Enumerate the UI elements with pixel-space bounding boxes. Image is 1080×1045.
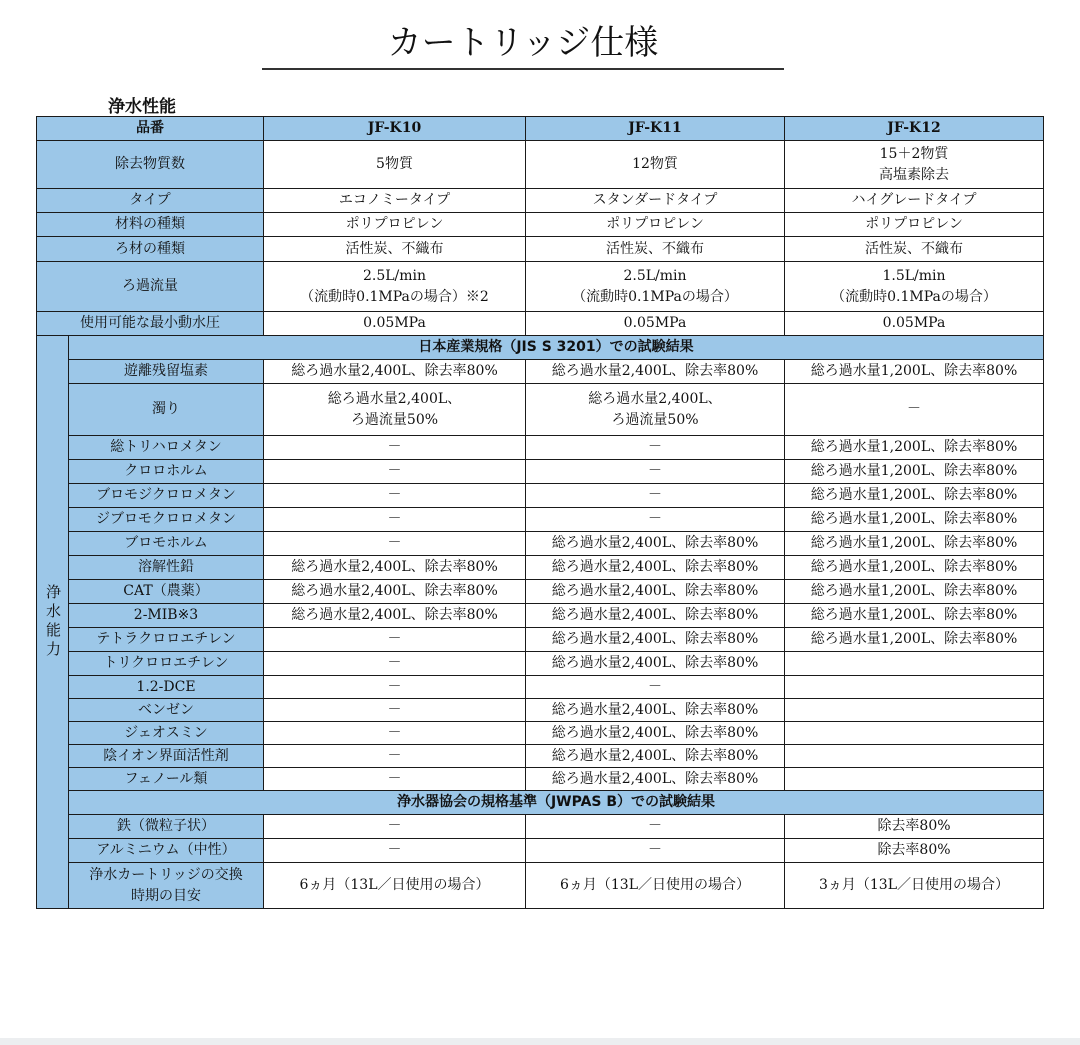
spec-value: 5物質 bbox=[264, 141, 526, 189]
jis-row-value: － bbox=[526, 676, 785, 699]
jwpas-row-value: 除去率80% bbox=[785, 839, 1044, 863]
spec-row bbox=[37, 237, 1044, 262]
spec-value: 活性炭、不織布 bbox=[526, 237, 785, 262]
jis-row-value bbox=[785, 676, 1044, 699]
jis-row-value: 総ろ過水量2,400L、除去率80% bbox=[526, 532, 785, 556]
jis-row bbox=[37, 604, 1044, 628]
jis-row bbox=[37, 676, 1044, 699]
spec-row bbox=[37, 262, 1044, 312]
jis-row-label: 陰イオン界面活性剤 bbox=[69, 745, 264, 768]
jwpas-row-value: － bbox=[526, 815, 785, 839]
jis-row-value: － bbox=[264, 652, 526, 676]
jis-row-value: 総ろ過水量2,400L、除去率80% bbox=[264, 604, 526, 628]
spec-value: ポリプロピレン bbox=[785, 213, 1044, 237]
spec-value: スタンダードタイプ bbox=[526, 189, 785, 213]
jis-row-value: 総ろ過水量2,400L、除去率80% bbox=[526, 768, 785, 791]
bottom-band bbox=[0, 1038, 1080, 1045]
spec-value: エコノミータイプ bbox=[264, 189, 526, 213]
jis-row-value: 総ろ過水量2,400L、除去率80% bbox=[526, 699, 785, 722]
jis-row-label: 1.2-DCE bbox=[69, 676, 264, 699]
jwpas-row-value: － bbox=[526, 839, 785, 863]
jis-row bbox=[37, 384, 1044, 436]
jis-row bbox=[37, 768, 1044, 791]
jis-row-value: 総ろ過水量1,200L、除去率80% bbox=[785, 556, 1044, 580]
jwpas-row-value: 除去率80% bbox=[785, 815, 1044, 839]
jis-row-value: 総ろ過水量1,200L、除去率80% bbox=[785, 508, 1044, 532]
jis-row-value bbox=[785, 768, 1044, 791]
jis-row-value: － bbox=[264, 699, 526, 722]
spec-label: 使用可能な最小動水圧 bbox=[37, 312, 264, 336]
jwpas-row-value: 6ヵ月（13L／日使用の場合） bbox=[264, 863, 526, 909]
jis-row-value: 総ろ過水量1,200L、除去率80% bbox=[785, 484, 1044, 508]
jis-row bbox=[37, 436, 1044, 460]
jis-row-value: － bbox=[264, 628, 526, 652]
jwpas-row-label: 鉄（微粒子状） bbox=[69, 815, 264, 839]
jis-row bbox=[37, 652, 1044, 676]
jis-row-value: 総ろ過水量2,400L、除去率80% bbox=[526, 652, 785, 676]
spec-value: 活性炭、不織布 bbox=[264, 237, 526, 262]
jis-row-value bbox=[785, 652, 1044, 676]
spec-value: 1.5L/min （流動時0.1MPaの場合） bbox=[785, 262, 1044, 312]
jis-row-value: 総ろ過水量2,400L、 ろ過流量50% bbox=[526, 384, 785, 436]
spec-value: 0.05MPa bbox=[785, 312, 1044, 336]
jis-row-value: － bbox=[526, 460, 785, 484]
jis-row-value bbox=[785, 722, 1044, 745]
jis-row-value bbox=[785, 745, 1044, 768]
jis-row-label: ジェオスミン bbox=[69, 722, 264, 745]
jis-row-label: 2-MIB※3 bbox=[69, 604, 264, 628]
jis-row bbox=[37, 508, 1044, 532]
side-label: 浄水能力 bbox=[37, 336, 69, 909]
jwpas-row bbox=[37, 863, 1044, 909]
spec-row bbox=[37, 312, 1044, 336]
spec-value: ポリプロピレン bbox=[526, 213, 785, 237]
spec-table bbox=[36, 116, 1044, 909]
jis-row-label: トリクロロエチレン bbox=[69, 652, 264, 676]
spec-label: 除去物質数 bbox=[37, 141, 264, 189]
model-header-3: JF-K12 bbox=[785, 117, 1044, 141]
jis-row-value: 総ろ過水量1,200L、除去率80% bbox=[785, 580, 1044, 604]
jwpas-row-label: アルミニウム（中性） bbox=[69, 839, 264, 863]
jis-row-value: 総ろ過水量2,400L、除去率80% bbox=[526, 556, 785, 580]
jwpas-row-label: 浄水カートリッジの交換 時期の目安 bbox=[69, 863, 264, 909]
jis-row-label: フェノール類 bbox=[69, 768, 264, 791]
spec-row bbox=[37, 189, 1044, 213]
spec-value: 2.5L/min （流動時0.1MPaの場合） bbox=[526, 262, 785, 312]
jis-row-value: － bbox=[264, 745, 526, 768]
spec-row bbox=[37, 213, 1044, 237]
jis-heading-row bbox=[37, 336, 1044, 360]
jwpas-row-value: － bbox=[264, 815, 526, 839]
spec-label: タイプ bbox=[37, 189, 264, 213]
jwpas-row bbox=[37, 815, 1044, 839]
jis-row-value: － bbox=[264, 508, 526, 532]
jis-row-value: 総ろ過水量2,400L、除去率80% bbox=[526, 360, 785, 384]
model-header-1: JF-K10 bbox=[264, 117, 526, 141]
jis-row bbox=[37, 460, 1044, 484]
spec-value: 12物質 bbox=[526, 141, 785, 189]
jis-row-value: 総ろ過水量2,400L、除去率80% bbox=[526, 604, 785, 628]
jis-row-label: 遊離残留塩素 bbox=[69, 360, 264, 384]
jis-row bbox=[37, 699, 1044, 722]
jis-row-label: ブロモホルム bbox=[69, 532, 264, 556]
jis-row-value: 総ろ過水量2,400L、 ろ過流量50% bbox=[264, 384, 526, 436]
jis-row-value bbox=[785, 699, 1044, 722]
jis-row bbox=[37, 745, 1044, 768]
jis-row bbox=[37, 580, 1044, 604]
jis-row-label: 溶解性鉛 bbox=[69, 556, 264, 580]
jis-row-value: － bbox=[264, 484, 526, 508]
jwpas-row bbox=[37, 839, 1044, 863]
jis-row-value: － bbox=[526, 484, 785, 508]
jwpas-row-value: － bbox=[264, 839, 526, 863]
jis-row-value: － bbox=[264, 722, 526, 745]
jis-row-value: － bbox=[526, 508, 785, 532]
spec-value: 2.5L/min （流動時0.1MPaの場合）※2 bbox=[264, 262, 526, 312]
jis-row-value: － bbox=[264, 676, 526, 699]
jwpas-heading: 浄水器協会の規格基準（JWPAS B）での試験結果 bbox=[69, 791, 1044, 815]
spec-label: ろ過流量 bbox=[37, 262, 264, 312]
jis-row-label: ベンゼン bbox=[69, 699, 264, 722]
section-label: 浄水性能 bbox=[108, 97, 176, 117]
jis-row-label: ジブロモクロロメタン bbox=[69, 508, 264, 532]
spec-label: ろ材の種類 bbox=[37, 237, 264, 262]
jis-row-value: 総ろ過水量2,400L、除去率80% bbox=[526, 628, 785, 652]
jis-row-value: － bbox=[264, 768, 526, 791]
jis-row-value: 総ろ過水量1,200L、除去率80% bbox=[785, 532, 1044, 556]
jis-row-label: 総トリハロメタン bbox=[69, 436, 264, 460]
jwpas-row-value: 3ヵ月（13L／日使用の場合） bbox=[785, 863, 1044, 909]
jis-row-value: 総ろ過水量2,400L、除去率80% bbox=[526, 580, 785, 604]
jis-row bbox=[37, 556, 1044, 580]
jis-row-label: テトラクロロエチレン bbox=[69, 628, 264, 652]
spec-value: 0.05MPa bbox=[526, 312, 785, 336]
jis-row-value: 総ろ過水量2,400L、除去率80% bbox=[526, 722, 785, 745]
spec-value: 15＋2物質 高塩素除去 bbox=[785, 141, 1044, 189]
jis-row-value: 総ろ過水量2,400L、除去率80% bbox=[264, 556, 526, 580]
jis-row-label: ブロモジクロロメタン bbox=[69, 484, 264, 508]
jis-row bbox=[37, 360, 1044, 384]
header-row bbox=[37, 117, 1044, 141]
jis-row bbox=[37, 484, 1044, 508]
spec-label: 材料の種類 bbox=[37, 213, 264, 237]
jwpas-heading-row bbox=[37, 791, 1044, 815]
jis-row-value: － bbox=[785, 384, 1044, 436]
jis-row-value: 総ろ過水量1,200L、除去率80% bbox=[785, 436, 1044, 460]
spec-value: 0.05MPa bbox=[264, 312, 526, 336]
jis-row-value: 総ろ過水量2,400L、除去率80% bbox=[526, 745, 785, 768]
jis-row-value: 総ろ過水量1,200L、除去率80% bbox=[785, 360, 1044, 384]
spec-row bbox=[37, 141, 1044, 189]
spec-value: ハイグレードタイプ bbox=[785, 189, 1044, 213]
jis-row-value: 総ろ過水量1,200L、除去率80% bbox=[785, 460, 1044, 484]
jwpas-row-value: 6ヵ月（13L／日使用の場合） bbox=[526, 863, 785, 909]
spec-value: 活性炭、不織布 bbox=[785, 237, 1044, 262]
jis-row-value: － bbox=[526, 436, 785, 460]
jis-heading: 日本産業規格（JIS S 3201）での試験結果 bbox=[69, 336, 1044, 360]
jis-row-value: 総ろ過水量1,200L、除去率80% bbox=[785, 628, 1044, 652]
jis-row bbox=[37, 628, 1044, 652]
page-title: カートリッジ仕様 bbox=[262, 18, 784, 70]
jis-row-label: クロロホルム bbox=[69, 460, 264, 484]
jis-row-value: － bbox=[264, 436, 526, 460]
jis-row bbox=[37, 532, 1044, 556]
model-header-label: 品番 bbox=[37, 117, 264, 141]
jis-row-value: － bbox=[264, 460, 526, 484]
jis-row bbox=[37, 722, 1044, 745]
jis-row-value: － bbox=[264, 532, 526, 556]
jis-row-value: 総ろ過水量2,400L、除去率80% bbox=[264, 580, 526, 604]
jis-row-label: CAT（農薬） bbox=[69, 580, 264, 604]
model-header-2: JF-K11 bbox=[526, 117, 785, 141]
spec-value: ポリプロピレン bbox=[264, 213, 526, 237]
jis-row-value: 総ろ過水量2,400L、除去率80% bbox=[264, 360, 526, 384]
jis-row-value: 総ろ過水量1,200L、除去率80% bbox=[785, 604, 1044, 628]
jis-row-label: 濁り bbox=[69, 384, 264, 436]
